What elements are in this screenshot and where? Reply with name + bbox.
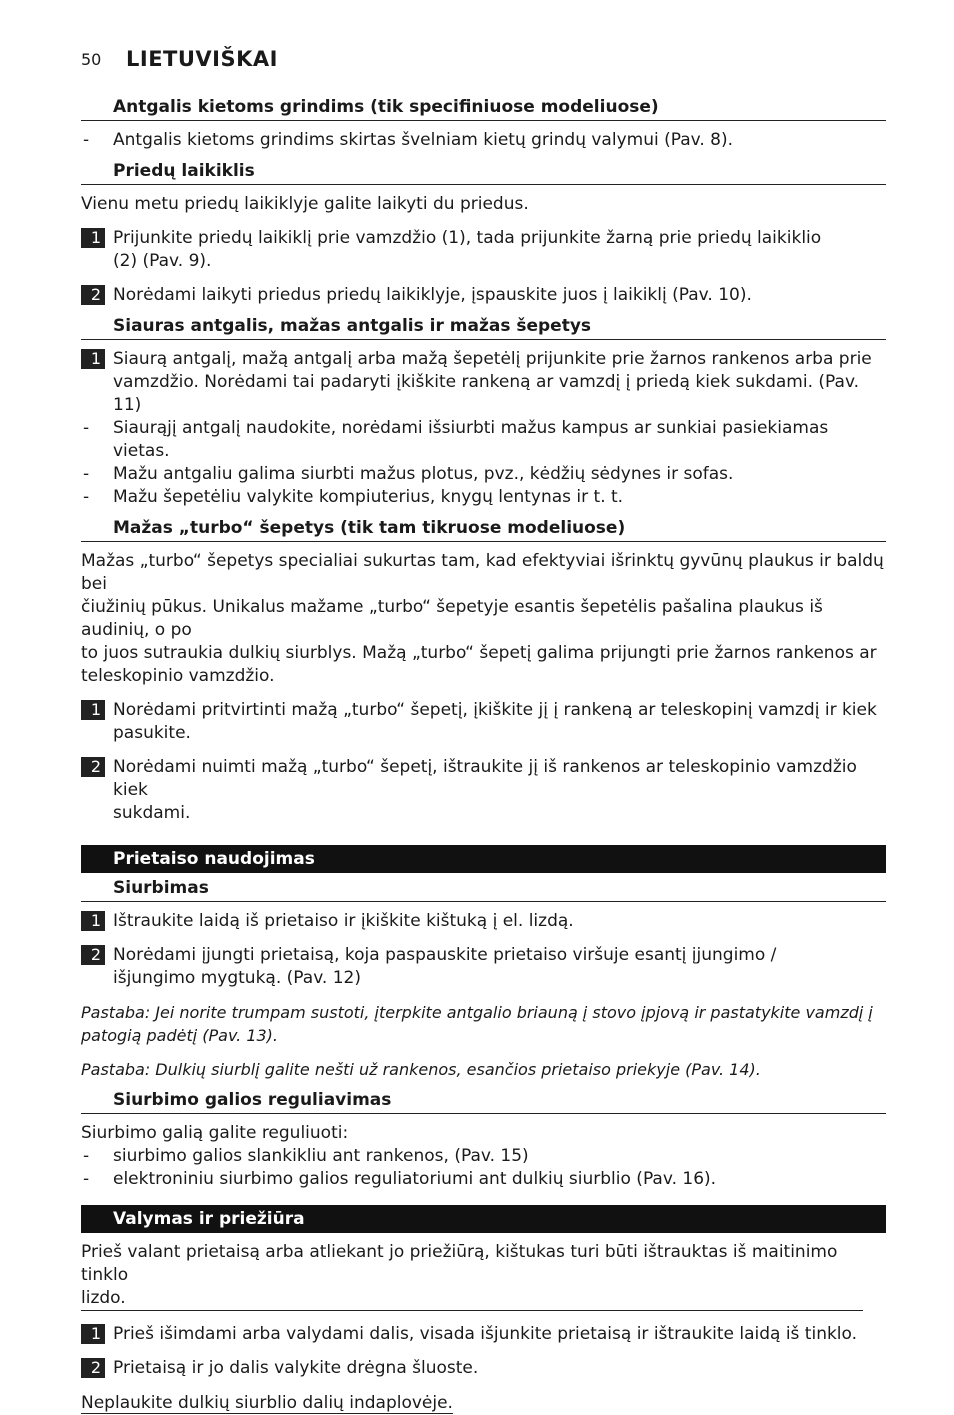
- bullet-text: Mažu antgaliu galima siurbti mažus plotus, pvz., kėdžių sėdynes ir sofas.: [113, 464, 734, 484]
- bullet-text: Mažu šepetėliu valykite kompiuterius, knygų lentynas ir t. t.: [113, 487, 624, 507]
- step-number: 1: [81, 700, 105, 720]
- step-number: 2: [81, 1358, 105, 1378]
- step-text: Norėdami įjungti prietaisą, koja paspauskite prietaiso viršuje esantį įjungimo /: [113, 945, 777, 965]
- warning-line: Prieš valant prietaisą arba atliekant jo priežiūrą, kištukas turi būti ištrauktas iš maitinimo tinklo: [81, 1242, 838, 1285]
- note-line: patogią padėtį (Pav. 13).: [81, 1026, 278, 1045]
- bullet-text: Siaurąjį antgalį naudokite, norėdami išsiurbti mažus kampus ar sunkiai pasiekiamas vietas.: [113, 418, 829, 461]
- step-text: vamzdžio. Norėdami tai padaryti įkiškite rankeną ar vamzdį į priedą kiek sukdami. (Pav. 11): [113, 372, 860, 415]
- manual-page: [81, 44, 886, 1415]
- warning-line: lizdo.: [81, 1288, 126, 1308]
- dishwasher-warning: Neplaukite dulkių siurblio dalių indaplovėje.: [81, 1393, 453, 1413]
- paragraph-line: Mažas „turbo“ šepetys specialiai sukurtas tam, kad efektyviai išrinktų gyvūnų plaukus ir baldų bei: [81, 551, 884, 594]
- bullet-dash: -: [83, 464, 90, 484]
- vacuum-step-1: [81, 910, 886, 933]
- running-head: [81, 44, 886, 78]
- step-text: išjungimo mygtuką. (Pav. 12): [113, 968, 362, 988]
- section-title-hard-floor: Antgalis kietoms grindims (tik specifiniuose modeliuose): [81, 96, 886, 121]
- section-title-power: Siurbimo galios reguliavimas: [81, 1089, 886, 1114]
- bullet-hard-floor: [81, 129, 886, 152]
- step-text: sukdami.: [113, 803, 191, 823]
- bullet-text: elektroniniu siurbimo galios reguliatoriumi ant dulkių siurblio (Pav. 16).: [113, 1169, 717, 1189]
- step-number: 2: [81, 285, 105, 305]
- holder-step-1: [81, 227, 886, 273]
- step-text: Siaurą antgalį, mažą antgalį arba mažą šepetėlį prijunkite prie žarnos rankenos arba prie: [113, 349, 872, 369]
- note-carry: Pastaba: Dulkių siurblį galite nešti už rankenos, esančios prietaiso priekyje (Pav. 14).: [81, 1060, 761, 1079]
- step-text: Prietaisą ir jo dalis valykite drėgna šluoste.: [113, 1358, 479, 1378]
- crevice-bullet-3: [81, 486, 886, 509]
- cleaning-warning: [81, 1241, 863, 1311]
- step-text: Ištraukite laidą iš prietaiso ir įkiškite kištuką į el. lizdą.: [113, 911, 574, 931]
- step-text: (2) (Pav. 9).: [113, 251, 212, 271]
- note-line: Pastaba: Jei norite trumpam sustoti, įterpkite antgalio briauną į stovo įpjovą ir pastatykite vamzdį į: [81, 1003, 873, 1022]
- bullet-dash: -: [83, 1169, 90, 1189]
- step-number: 2: [81, 945, 105, 965]
- paragraph-line: teleskopinio vamzdžio.: [81, 666, 275, 686]
- note-pause: [81, 1001, 886, 1047]
- vacuum-step-2: [81, 944, 886, 990]
- step-text: Norėdami nuimti mažą „turbo“ šepetį, ištraukite jį iš rankenos ar teleskopinio vamzdžio kiek: [113, 757, 857, 800]
- step-text: Norėdami laikyti priedus priedų laikiklyje, įspauskite juos į laikiklį (Pav. 10).: [113, 285, 752, 305]
- chapter-title-usage: Prietaiso naudojimas: [81, 845, 886, 873]
- bullet-dash: -: [83, 130, 90, 150]
- turbo-paragraph: [81, 550, 886, 688]
- step-text: Prijunkite priedų laikiklį prie vamzdžio (1), tada prijunkite žarną prie priedų laikiklio: [113, 228, 822, 248]
- section-title-turbo: Mažas „turbo“ šepetys (tik tam tikruose modeliuose): [81, 517, 886, 542]
- bullet-dash: -: [83, 1146, 90, 1166]
- section-title-holder: Priedų laikiklis: [81, 160, 886, 185]
- paragraph-line: čiužinių pūkus. Unikalus mažame „turbo“ šepetyje esantis šepetėlis pašalina plaukus iš audinių, o po: [81, 597, 823, 640]
- step-number: 1: [81, 1324, 105, 1344]
- language-heading: LIETUVIŠKAI: [126, 47, 278, 71]
- power-bullet-1: [81, 1145, 886, 1168]
- crevice-bullet-1: [81, 417, 886, 463]
- bullet-dash: -: [83, 487, 90, 507]
- power-bullet-2: [81, 1168, 886, 1191]
- step-number: 1: [81, 349, 105, 369]
- step-number: 1: [81, 911, 105, 931]
- bullet-text: siurbimo galios slankikliu ant rankenos, (Pav. 15): [113, 1146, 529, 1166]
- section-title-crevice: Siauras antgalis, mažas antgalis ir mažas šepetys: [81, 315, 886, 340]
- step-number: 2: [81, 757, 105, 777]
- crevice-step-1: [81, 348, 886, 417]
- holder-step-2: [81, 284, 886, 307]
- step-text: Prieš išimdami arba valydami dalis, visada išjunkite prietaisą ir ištraukite laidą iš tinklo.: [113, 1324, 858, 1344]
- chapter-title-cleaning: Valymas ir priežiūra: [81, 1205, 886, 1233]
- cleaning-step-1: [81, 1323, 886, 1346]
- crevice-bullet-2: [81, 463, 886, 486]
- turbo-step-1: [81, 699, 886, 745]
- section-title-vacuuming: Siurbimas: [81, 877, 886, 902]
- power-intro: Siurbimo galią galite reguliuoti:: [81, 1123, 349, 1143]
- bullet-dash: -: [83, 418, 90, 438]
- turbo-step-2: [81, 756, 886, 825]
- step-number: 1: [81, 228, 105, 248]
- step-text: pasukite.: [113, 723, 191, 743]
- page-number: 50: [81, 50, 102, 69]
- bullet-text: Antgalis kietoms grindims skirtas švelniam kietų grindų valymui (Pav. 8).: [113, 130, 734, 150]
- holder-intro: Vienu metu priedų laikiklyje galite laikyti du priedus.: [81, 194, 529, 214]
- cleaning-step-2: [81, 1357, 886, 1380]
- step-text: Norėdami pritvirtinti mažą „turbo“ šepetį, įkiškite jį į rankeną ar teleskopinį vamzdį ir kiek: [113, 700, 877, 720]
- paragraph-line: to juos sutraukia dulkių siurblys. Mažą „turbo“ šepetį galima prijungti prie žarnos rankenos ar: [81, 643, 877, 663]
